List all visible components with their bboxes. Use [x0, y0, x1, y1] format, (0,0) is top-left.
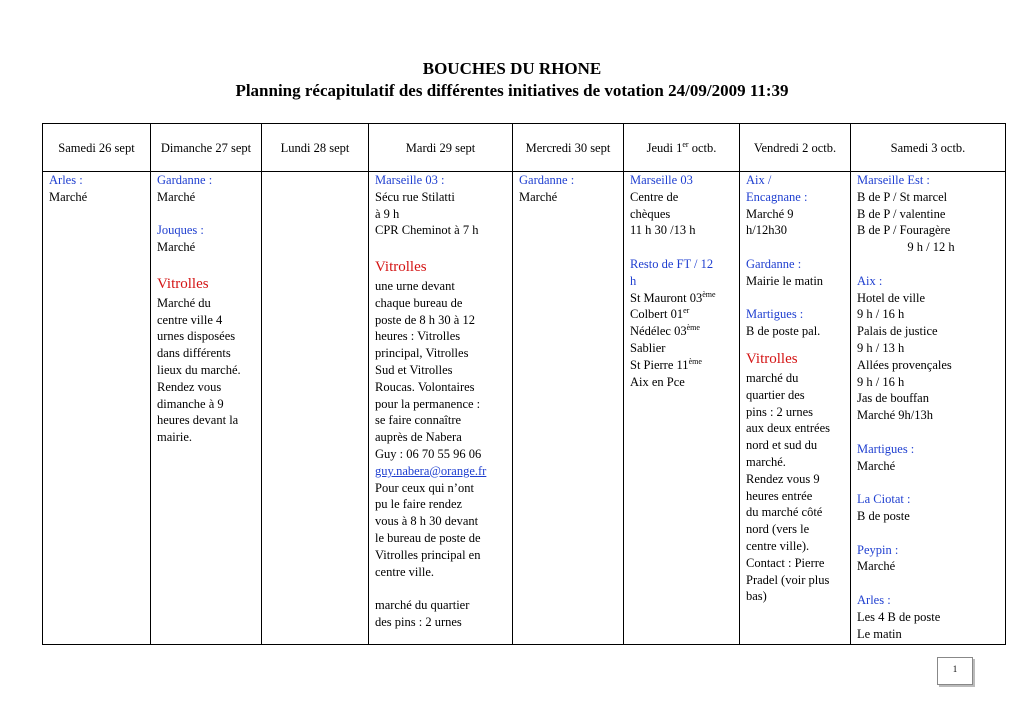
cell-line: du marché côté [746, 505, 823, 520]
cell-line: Marché du [157, 295, 211, 310]
cell-mercredi-30 [513, 172, 624, 645]
cell-line: marché du quartier [375, 598, 470, 613]
cell-line: heures devant la [157, 413, 239, 428]
cell-line: pour la permanence : [375, 396, 481, 411]
cell-line: vous à 8 h 30 devant [375, 514, 479, 529]
cell-text: B de poste pal. [746, 324, 821, 339]
cell-line: Pour ceux qui n’ont [375, 480, 474, 495]
cell-text: St Mauront 03ème [630, 289, 716, 305]
cell-line: Contact : Pierre [746, 555, 825, 570]
city-label: Encagnane : [746, 189, 808, 204]
day-header-mardi-29: Mardi 29 sept [369, 124, 513, 172]
cell-line: se faire connaître [375, 413, 462, 428]
header-row [43, 124, 1006, 172]
cell-line: une urne devant [375, 278, 455, 293]
cell-line: nord (vers le [746, 522, 810, 537]
city-label: Arles : [49, 173, 83, 187]
cell-line: Le matin [857, 626, 902, 641]
cell-line: 11 h 30 /13 h [630, 223, 696, 238]
cell-line: poste de 8 h 30 à 12 [375, 312, 475, 327]
cell-line: Roucas. Volontaires [375, 379, 475, 394]
page-subtitle: Planning récapitulatif des différentes initiatives de votation 24/09/2009 11:39 [235, 81, 789, 100]
page-number: 1 [937, 657, 973, 685]
cell-text: Marché [857, 458, 896, 473]
cell-text: Mairie le matin [746, 273, 824, 288]
cell-lines [746, 206, 850, 240]
cell-line: aux deux entrées [746, 421, 830, 436]
cell-lines [857, 609, 1005, 643]
cell-line: des pins : 2 urnes [375, 614, 462, 629]
cell-samedi-3 [851, 172, 1006, 645]
city-label: Marseille 03 : [375, 173, 445, 187]
cell-text: Marché [49, 189, 88, 204]
city-label: Peypin : [857, 542, 899, 557]
cell-line: heures entrée [746, 488, 813, 503]
city-label: Gardanne : [519, 173, 575, 187]
city-label: Gardanne : [746, 256, 802, 271]
cell-text: 9 h / 12 h [907, 240, 955, 255]
city-label: Martigues : [746, 307, 804, 322]
cell-text: Marché [519, 189, 558, 204]
cell-line: Marché 9 [746, 206, 794, 221]
cell-line: quartier des [746, 387, 805, 402]
cell-line: Pradel (voir plus [746, 572, 830, 587]
city-label: Gardanne : [157, 173, 213, 187]
cell-text: Colbert 01er [630, 306, 690, 322]
cell-line: Rendez vous 9 [746, 471, 820, 486]
cell-line: pins : 2 urnes [746, 404, 814, 419]
cell-text: Nédélec 03ème [630, 323, 700, 339]
cell-text: St Pierre 11ème [630, 356, 702, 372]
city-label: Resto de FT / 12 [630, 256, 714, 271]
city-label: Arles : [857, 592, 891, 607]
cell-lines [375, 278, 512, 463]
cell-line: Allées provençales [857, 357, 952, 372]
cell-line: principal, Vitrolles [375, 346, 469, 361]
cell-line: B de P / Fouragère [857, 223, 951, 238]
day-header-dimanche-27: Dimanche 27 sept [151, 124, 262, 172]
cell-line: le bureau de poste de [375, 530, 481, 545]
city-label: Aix / [746, 173, 772, 187]
cell-line: 9 h / 16 h [857, 374, 905, 389]
city-label-highlight: Vitrolles [157, 275, 209, 292]
cell-text: Marché [157, 240, 196, 255]
cell-lines [746, 370, 850, 605]
cell-lines [375, 480, 512, 581]
cell-line: Palais de justice [857, 324, 938, 339]
cell-line: dans différents [157, 346, 231, 361]
page-title: BOUCHES DU RHONE [422, 59, 602, 78]
cell-line: Vitrolles principal en [375, 547, 481, 562]
cell-lines [375, 189, 512, 239]
city-label: Marseille 03 [630, 173, 693, 187]
day-header-jeudi-1: Jeudi 1er octb. [624, 124, 740, 172]
cell-line: Sécu rue Stilatti [375, 189, 455, 204]
day-header-lundi-28: Lundi 28 sept [262, 124, 369, 172]
cell-line: urnes disposées [157, 329, 236, 344]
cell-samedi-26 [43, 172, 151, 645]
cell-line: 9 h / 16 h [857, 307, 905, 322]
cell-line: chèques [630, 206, 671, 221]
cell-line: CPR Cheminot à 7 h [375, 223, 479, 238]
cell-line: Guy : 06 70 55 96 06 [375, 446, 482, 461]
cell-line: heures : Vitrolles [375, 329, 461, 344]
cell-line: Les 4 B de poste [857, 609, 941, 624]
cell-lines [630, 189, 739, 239]
planning-table [42, 123, 1006, 645]
cell-line: B de P / St marcel [857, 189, 948, 204]
email-link[interactable]: guy.nabera@orange.fr [375, 463, 487, 478]
city-label: Jouques : [157, 223, 204, 238]
cell-dimanche-27 [151, 172, 262, 645]
cell-line: à 9 h [375, 206, 400, 221]
cell-line: Centre de [630, 189, 679, 204]
cell-line: dimanche à 9 [157, 396, 224, 411]
cell-line: auprès de Nabera [375, 430, 462, 445]
cell-line: 9 h / 13 h [857, 340, 905, 355]
cell-line: mairie. [157, 430, 193, 445]
cell-line: Marché 9h/13h [857, 408, 934, 423]
cell-line: h/12h30 [746, 223, 787, 238]
cell-jeudi-1 [624, 172, 740, 645]
cell-line: chaque bureau de [375, 295, 463, 310]
cell-text: Marché [157, 189, 196, 204]
day-header-samedi-3: Samedi 3 octb. [851, 124, 1006, 172]
schedule-row [43, 172, 1006, 645]
day-header-vendredi-2: Vendredi 2 octb. [740, 124, 851, 172]
cell-text: Aix en Pce [630, 374, 685, 389]
cell-line: marché du [746, 370, 799, 385]
cell-mardi-29 [369, 172, 513, 645]
cell-line: centre ville). [746, 538, 810, 553]
cell-lines [857, 189, 1005, 239]
cell-line: bas) [746, 589, 767, 604]
cell-line: pu le faire rendez [375, 497, 463, 512]
cell-line: nord et sud du [746, 438, 818, 453]
cell-text: B de poste [857, 508, 910, 523]
cell-lines [375, 597, 512, 631]
cell-lundi-28 [262, 172, 369, 645]
city-label-highlight: Vitrolles [375, 258, 427, 275]
cell-text: Marché [857, 559, 896, 574]
cell-line: Sud et Vitrolles [375, 362, 453, 377]
city-label: Marseille Est : [857, 173, 930, 187]
cell-lines [857, 290, 1005, 424]
cell-text: Sablier [630, 340, 666, 355]
cell-line: Hotel de ville [857, 290, 926, 305]
day-header-mercredi-30: Mercredi 30 sept [513, 124, 624, 172]
cell-line: B de P / valentine [857, 206, 946, 221]
cell-line: centre ville 4 [157, 312, 223, 327]
city-label-highlight: Vitrolles [746, 350, 798, 367]
cell-vendredi-2 [740, 172, 851, 645]
cell-line: lieux du marché. [157, 362, 241, 377]
city-label: La Ciotat : [857, 492, 911, 507]
day-header-samedi-26: Samedi 26 sept [43, 124, 151, 172]
cell-line: centre ville. [375, 564, 434, 579]
city-label: h [630, 273, 637, 288]
cell-line: marché. [746, 454, 786, 469]
cell-line: Rendez vous [157, 379, 222, 394]
cell-lines [157, 295, 261, 446]
city-label: Martigues : [857, 441, 915, 456]
city-label: Aix : [857, 273, 883, 288]
cell-line: Jas de bouffan [857, 391, 929, 406]
